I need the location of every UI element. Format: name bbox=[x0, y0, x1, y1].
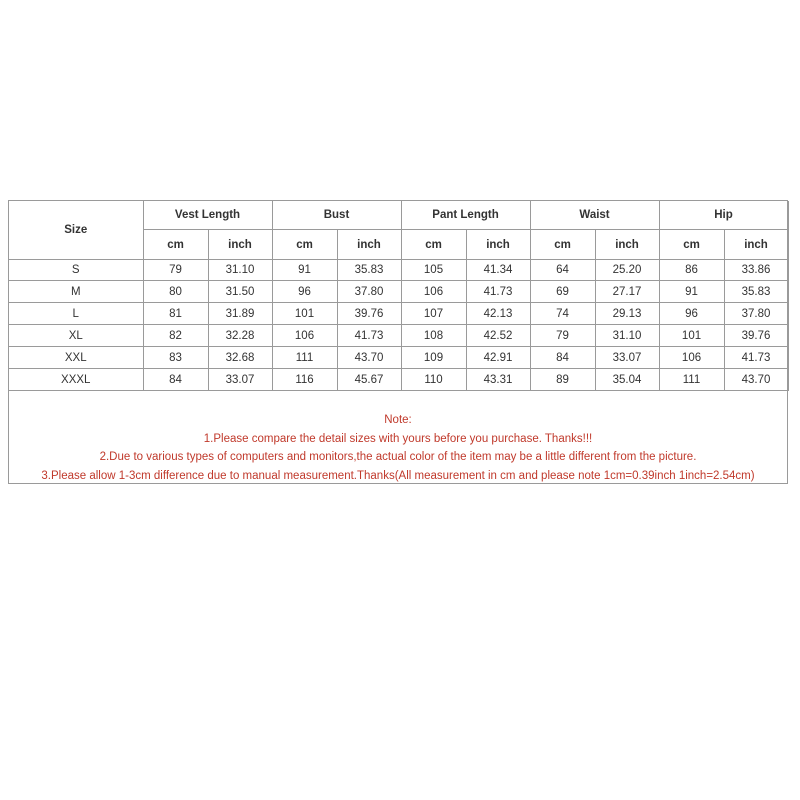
table-cell: 32.28 bbox=[208, 325, 272, 347]
table-cell: 101 bbox=[272, 303, 337, 325]
table-cell: 80 bbox=[143, 281, 208, 303]
table-cell: 106 bbox=[401, 281, 466, 303]
table-row bbox=[9, 260, 788, 281]
table-cell: 35.83 bbox=[337, 260, 401, 281]
table-cell: 91 bbox=[272, 260, 337, 281]
table-cell: 33.07 bbox=[595, 347, 659, 369]
unit-header-cm: cm bbox=[530, 230, 595, 260]
table-cell: 74 bbox=[530, 303, 595, 325]
size-cell: L bbox=[9, 303, 143, 325]
table-cell: 91 bbox=[659, 281, 724, 303]
size-cell: S bbox=[9, 260, 143, 281]
table-cell: 31.50 bbox=[208, 281, 272, 303]
table-cell: 31.10 bbox=[595, 325, 659, 347]
table-row bbox=[9, 347, 788, 369]
table-cell: 33.07 bbox=[208, 369, 272, 391]
table-cell: 101 bbox=[659, 325, 724, 347]
table-cell: 109 bbox=[401, 347, 466, 369]
group-header-bust: Bust bbox=[272, 201, 401, 230]
group-header-pant-length: Pant Length bbox=[401, 201, 530, 230]
table-cell: 31.10 bbox=[208, 260, 272, 281]
unit-header-inch: inch bbox=[724, 230, 788, 260]
group-header-waist: Waist bbox=[530, 201, 659, 230]
table-cell: 41.73 bbox=[337, 325, 401, 347]
group-header-vest-length: Vest Length bbox=[143, 201, 272, 230]
table-row bbox=[9, 325, 788, 347]
table-cell: 81 bbox=[143, 303, 208, 325]
unit-header-cm: cm bbox=[401, 230, 466, 260]
table-cell: 111 bbox=[659, 369, 724, 391]
table-cell: 32.68 bbox=[208, 347, 272, 369]
unit-header-inch: inch bbox=[337, 230, 401, 260]
table-cell: 31.89 bbox=[208, 303, 272, 325]
table-cell: 42.52 bbox=[466, 325, 530, 347]
table-cell: 82 bbox=[143, 325, 208, 347]
unit-header-cm: cm bbox=[659, 230, 724, 260]
table-cell: 116 bbox=[272, 369, 337, 391]
table-cell: 107 bbox=[401, 303, 466, 325]
table-cell: 45.67 bbox=[337, 369, 401, 391]
table-cell: 39.76 bbox=[724, 325, 788, 347]
note-line-3: 3.Please allow 1-3cm difference due to manual measurement.Thanks(All measurement in cm and please note 1cm=0.39inch 1inch=2.54cm) bbox=[41, 469, 755, 482]
table-cell: 35.83 bbox=[724, 281, 788, 303]
table-cell: 41.73 bbox=[724, 347, 788, 369]
size-cell: XL bbox=[9, 325, 143, 347]
table-cell: 79 bbox=[530, 325, 595, 347]
table-cell: 96 bbox=[272, 281, 337, 303]
unit-header-inch: inch bbox=[208, 230, 272, 260]
table-cell: 37.80 bbox=[724, 303, 788, 325]
table-row bbox=[9, 281, 788, 303]
table-cell: 64 bbox=[530, 260, 595, 281]
table-cell: 69 bbox=[530, 281, 595, 303]
table-cell: 42.91 bbox=[466, 347, 530, 369]
table-cell: 83 bbox=[143, 347, 208, 369]
table-cell: 84 bbox=[530, 347, 595, 369]
size-cell: XXL bbox=[9, 347, 143, 369]
notes-section bbox=[9, 411, 787, 485]
table-cell: 79 bbox=[143, 260, 208, 281]
table-cell: 96 bbox=[659, 303, 724, 325]
table-cell: 41.73 bbox=[466, 281, 530, 303]
table-cell: 111 bbox=[272, 347, 337, 369]
table-cell: 27.17 bbox=[595, 281, 659, 303]
table-cell: 105 bbox=[401, 260, 466, 281]
table-row bbox=[9, 303, 788, 325]
table-cell: 84 bbox=[143, 369, 208, 391]
notes-title: Note: bbox=[384, 414, 412, 426]
unit-header-cm: cm bbox=[272, 230, 337, 260]
table-cell: 43.70 bbox=[337, 347, 401, 369]
size-column-header: Size bbox=[9, 201, 143, 260]
note-line-2: 2.Due to various types of computers and monitors,the actual color of the item may be a little different from the picture. bbox=[99, 451, 697, 463]
table-cell: 43.70 bbox=[724, 369, 788, 391]
size-chart bbox=[8, 200, 788, 484]
unit-header-inch: inch bbox=[595, 230, 659, 260]
table-cell: 39.76 bbox=[337, 303, 401, 325]
table-cell: 110 bbox=[401, 369, 466, 391]
table-cell: 35.04 bbox=[595, 369, 659, 391]
unit-header-cm: cm bbox=[143, 230, 208, 260]
table-cell: 41.34 bbox=[466, 260, 530, 281]
size-cell: XXXL bbox=[9, 369, 143, 391]
unit-header-inch: inch bbox=[466, 230, 530, 260]
table-cell: 37.80 bbox=[337, 281, 401, 303]
group-header-row bbox=[9, 201, 788, 230]
table-cell: 106 bbox=[659, 347, 724, 369]
table-cell: 43.31 bbox=[466, 369, 530, 391]
table-cell: 106 bbox=[272, 325, 337, 347]
table-cell: 29.13 bbox=[595, 303, 659, 325]
size-cell: M bbox=[9, 281, 143, 303]
table-cell: 86 bbox=[659, 260, 724, 281]
note-line-1: 1.Please compare the detail sizes with yours before you purchase. Thanks!!! bbox=[203, 432, 593, 445]
table-cell: 89 bbox=[530, 369, 595, 391]
table-cell: 108 bbox=[401, 325, 466, 347]
group-header-hip: Hip bbox=[659, 201, 788, 230]
table-cell: 33.86 bbox=[724, 260, 788, 281]
size-table bbox=[9, 201, 789, 391]
table-row bbox=[9, 369, 788, 391]
table-cell: 42.13 bbox=[466, 303, 530, 325]
table-cell: 25.20 bbox=[595, 260, 659, 281]
